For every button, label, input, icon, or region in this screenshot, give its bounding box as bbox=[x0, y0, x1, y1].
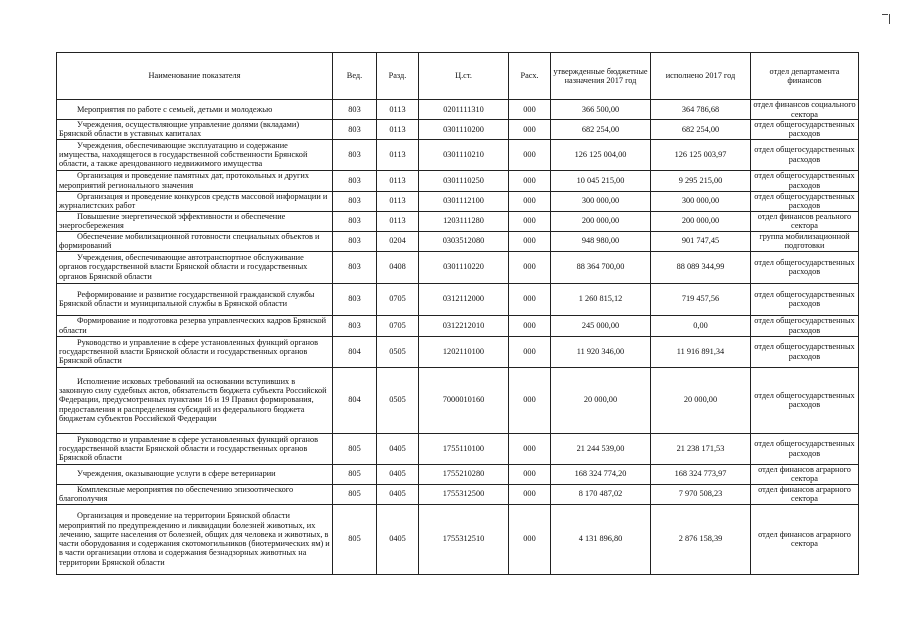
cell-name: Организация и проведение на территории Брянской области мероприятий по предупреждению и ликвидации болезней животных, их лечению, защите населения от болезней, общих для человека и животных, в части оборудования и содержания скотомогильников (биотермических ям) и в части организации отлова и содержания безнадзорных животных на территории Брянской области bbox=[57, 504, 333, 574]
cell-cst: 0303512080 bbox=[419, 231, 509, 251]
cell-razd: 0113 bbox=[377, 100, 419, 120]
cell-name: Организация и проведение памятных дат, протокольных и других мероприятий регионального значения bbox=[57, 170, 333, 191]
cell-razd: 0113 bbox=[377, 211, 419, 231]
cell-executed: 200 000,00 bbox=[651, 211, 751, 231]
cell-approved: 8 170 487,02 bbox=[551, 484, 651, 504]
cell-executed: 901 747,45 bbox=[651, 231, 751, 251]
cell-ved: 803 bbox=[333, 315, 377, 336]
cell-dept: группа мобилизационной подготовки bbox=[751, 231, 859, 251]
cell-approved: 20 000,00 bbox=[551, 367, 651, 433]
header-cell-department: отдел департамента финансов bbox=[751, 53, 859, 100]
cell-name: Учреждения, оказывающие услуги в сфере ветеринарии bbox=[57, 464, 333, 484]
cell-name: Исполнение исковых требований на основании вступивших в законную силу судебных актов, обязательств бюджета субъекта Российской Федерации, предусмотренных пунктами 16 и 19 Правил формирования, предоставления и распределения субсидий из федерального бюджета бюджетам субъектов Российской Федерации bbox=[57, 367, 333, 433]
cell-cst: 1755312510 bbox=[419, 504, 509, 574]
cell-rash: 000 bbox=[509, 433, 551, 464]
cell-executed: 719 457,56 bbox=[651, 283, 751, 315]
cell-ved: 803 bbox=[333, 100, 377, 120]
cell-dept: отдел финансов социального сектора bbox=[751, 100, 859, 120]
cell-approved: 21 244 539,00 bbox=[551, 433, 651, 464]
cell-dept: отдел общегосударственных расходов bbox=[751, 433, 859, 464]
cell-rash: 000 bbox=[509, 231, 551, 251]
cell-ved: 803 bbox=[333, 191, 377, 211]
cell-executed: 7 970 508,23 bbox=[651, 484, 751, 504]
cell-rash: 000 bbox=[509, 283, 551, 315]
cell-rash: 000 bbox=[509, 315, 551, 336]
cell-executed: 9 295 215,00 bbox=[651, 170, 751, 191]
cell-executed: 0,00 bbox=[651, 315, 751, 336]
cell-razd: 0405 bbox=[377, 433, 419, 464]
cell-ved: 805 bbox=[333, 484, 377, 504]
cell-approved: 948 980,00 bbox=[551, 231, 651, 251]
cell-ved: 803 bbox=[333, 251, 377, 283]
scan-edge-mark bbox=[889, 14, 890, 24]
cell-approved: 245 000,00 bbox=[551, 315, 651, 336]
cell-razd: 0705 bbox=[377, 283, 419, 315]
cell-dept: отдел общегосударственных расходов bbox=[751, 367, 859, 433]
cell-razd: 0705 bbox=[377, 315, 419, 336]
header-cell-approved: утвержденные бюджетные назначения 2017 год bbox=[551, 53, 651, 100]
table-row bbox=[57, 315, 859, 336]
cell-cst: 0301110210 bbox=[419, 139, 509, 170]
cell-rash: 000 bbox=[509, 211, 551, 231]
header-cell-cst: Ц.ст. bbox=[419, 53, 509, 100]
cell-cst: 0201111310 bbox=[419, 100, 509, 120]
cell-razd: 0405 bbox=[377, 504, 419, 574]
cell-dept: отдел общегосударственных расходов bbox=[751, 336, 859, 367]
cell-dept: отдел общегосударственных расходов bbox=[751, 315, 859, 336]
table-row bbox=[57, 283, 859, 315]
table-header-row bbox=[57, 53, 859, 100]
cell-rash: 000 bbox=[509, 336, 551, 367]
cell-cst: 0301110220 bbox=[419, 251, 509, 283]
cell-name: Реформирование и развитие государственной гражданской службы Брянской области и муниципальной службы в Брянской области bbox=[57, 283, 333, 315]
cell-razd: 0113 bbox=[377, 170, 419, 191]
cell-executed: 20 000,00 bbox=[651, 367, 751, 433]
cell-ved: 805 bbox=[333, 504, 377, 574]
cell-executed: 11 916 891,34 bbox=[651, 336, 751, 367]
cell-rash: 000 bbox=[509, 120, 551, 140]
cell-cst: 1202110100 bbox=[419, 336, 509, 367]
cell-rash: 000 bbox=[509, 191, 551, 211]
cell-ved: 803 bbox=[333, 120, 377, 140]
header-cell-name: Наименование показателя bbox=[57, 53, 333, 100]
cell-cst: 1755110100 bbox=[419, 433, 509, 464]
cell-razd: 0113 bbox=[377, 191, 419, 211]
cell-razd: 0113 bbox=[377, 139, 419, 170]
cell-executed: 168 324 773,97 bbox=[651, 464, 751, 484]
cell-executed: 88 089 344,99 bbox=[651, 251, 751, 283]
cell-ved: 803 bbox=[333, 170, 377, 191]
table-row bbox=[57, 367, 859, 433]
cell-ved: 805 bbox=[333, 464, 377, 484]
cell-dept: отдел общегосударственных расходов bbox=[751, 120, 859, 140]
cell-name: Учреждения, осуществляющие управление долями (вкладами) Брянской области в уставных капиталах bbox=[57, 120, 333, 140]
cell-name: Мероприятия по работе с семьей, детьми и молодежью bbox=[57, 100, 333, 120]
cell-ved: 805 bbox=[333, 433, 377, 464]
cell-executed: 364 786,68 bbox=[651, 100, 751, 120]
cell-dept: отдел общегосударственных расходов bbox=[751, 191, 859, 211]
cell-approved: 1 260 815,12 bbox=[551, 283, 651, 315]
cell-ved: 804 bbox=[333, 336, 377, 367]
cell-dept: отдел финансов реального сектора bbox=[751, 211, 859, 231]
table-row bbox=[57, 251, 859, 283]
header-cell-executed: исполнено 2017 год bbox=[651, 53, 751, 100]
cell-ved: 804 bbox=[333, 367, 377, 433]
cell-name: Формирование и подготовка резерва управленческих кадров Брянской области bbox=[57, 315, 333, 336]
cell-cst: 0301110250 bbox=[419, 170, 509, 191]
cell-cst: 1755210280 bbox=[419, 464, 509, 484]
budget-execution-table bbox=[56, 52, 859, 575]
cell-rash: 000 bbox=[509, 170, 551, 191]
header-cell-ved: Вед. bbox=[333, 53, 377, 100]
cell-approved: 11 920 346,00 bbox=[551, 336, 651, 367]
cell-cst: 0301110200 bbox=[419, 120, 509, 140]
table-row bbox=[57, 504, 859, 574]
cell-cst: 0312112000 bbox=[419, 283, 509, 315]
cell-approved: 4 131 896,80 bbox=[551, 504, 651, 574]
cell-name: Обеспечение мобилизационной готовности специальных объектов и формирований bbox=[57, 231, 333, 251]
table-row bbox=[57, 211, 859, 231]
cell-name: Руководство и управление в сфере установленных функций органов государственной власти Брянской области и государственных органов Брянской области bbox=[57, 336, 333, 367]
table-body bbox=[57, 100, 859, 575]
cell-ved: 803 bbox=[333, 283, 377, 315]
cell-cst: 1203111280 bbox=[419, 211, 509, 231]
cell-rash: 000 bbox=[509, 484, 551, 504]
table-row bbox=[57, 120, 859, 140]
cell-executed: 682 254,00 bbox=[651, 120, 751, 140]
cell-name: Организация и проведение конкурсов средств массовой информации и журналистских работ bbox=[57, 191, 333, 211]
cell-cst: 1755312500 bbox=[419, 484, 509, 504]
table-row bbox=[57, 433, 859, 464]
cell-dept: отдел общегосударственных расходов bbox=[751, 170, 859, 191]
table-row bbox=[57, 336, 859, 367]
cell-cst: 0312212010 bbox=[419, 315, 509, 336]
cell-ved: 803 bbox=[333, 139, 377, 170]
cell-razd: 0113 bbox=[377, 120, 419, 140]
cell-razd: 0405 bbox=[377, 484, 419, 504]
cell-dept: отдел общегосударственных расходов bbox=[751, 283, 859, 315]
cell-dept: отдел общегосударственных расходов bbox=[751, 139, 859, 170]
cell-approved: 366 500,00 bbox=[551, 100, 651, 120]
cell-name: Комплексные мероприятия по обеспечению эпизоотического благополучия bbox=[57, 484, 333, 504]
cell-cst: 0301112100 bbox=[419, 191, 509, 211]
header-cell-rash: Расх. bbox=[509, 53, 551, 100]
table-row bbox=[57, 100, 859, 120]
cell-approved: 10 045 215,00 bbox=[551, 170, 651, 191]
cell-razd: 0505 bbox=[377, 367, 419, 433]
cell-approved: 126 125 004,00 bbox=[551, 139, 651, 170]
cell-rash: 000 bbox=[509, 139, 551, 170]
cell-executed: 126 125 003,97 bbox=[651, 139, 751, 170]
cell-dept: отдел финансов аграрного сектора bbox=[751, 484, 859, 504]
cell-name: Учреждения, обеспечивающие эксплуатацию и содержание имущества, находящегося в государственной собственности Брянской области, а также арендованного недвижимого имущества bbox=[57, 139, 333, 170]
cell-name: Руководство и управление в сфере установленных функций органов государственной власти Брянской области и государственных органов Брянской области bbox=[57, 433, 333, 464]
cell-rash: 000 bbox=[509, 251, 551, 283]
cell-rash: 000 bbox=[509, 464, 551, 484]
cell-executed: 2 876 158,39 bbox=[651, 504, 751, 574]
cell-cst: 7000010160 bbox=[419, 367, 509, 433]
cell-executed: 21 238 171,53 bbox=[651, 433, 751, 464]
cell-dept: отдел общегосударственных расходов bbox=[751, 251, 859, 283]
cell-approved: 88 364 700,00 bbox=[551, 251, 651, 283]
cell-ved: 803 bbox=[333, 211, 377, 231]
cell-rash: 000 bbox=[509, 367, 551, 433]
table-row bbox=[57, 139, 859, 170]
table-row bbox=[57, 484, 859, 504]
cell-approved: 200 000,00 bbox=[551, 211, 651, 231]
cell-razd: 0405 bbox=[377, 464, 419, 484]
cell-approved: 682 254,00 bbox=[551, 120, 651, 140]
table-row bbox=[57, 170, 859, 191]
header-cell-razd: Разд. bbox=[377, 53, 419, 100]
cell-approved: 168 324 774,20 bbox=[551, 464, 651, 484]
cell-rash: 000 bbox=[509, 504, 551, 574]
cell-name: Учреждения, обеспечивающие автотранспортное обслуживание органов государственной власти Брянской области и государственных органов Брянской области bbox=[57, 251, 333, 283]
cell-rash: 000 bbox=[509, 100, 551, 120]
cell-dept: отдел финансов аграрного сектора bbox=[751, 504, 859, 574]
cell-name: Повышение энергетической эффективности и обеспечение энергосбережения bbox=[57, 211, 333, 231]
cell-executed: 300 000,00 bbox=[651, 191, 751, 211]
cell-razd: 0505 bbox=[377, 336, 419, 367]
cell-razd: 0408 bbox=[377, 251, 419, 283]
cell-ved: 803 bbox=[333, 231, 377, 251]
table-row bbox=[57, 191, 859, 211]
table-row bbox=[57, 231, 859, 251]
scan-edge-mark bbox=[882, 14, 888, 15]
cell-dept: отдел финансов аграрного сектора bbox=[751, 464, 859, 484]
cell-approved: 300 000,00 bbox=[551, 191, 651, 211]
table-row bbox=[57, 464, 859, 484]
cell-razd: 0204 bbox=[377, 231, 419, 251]
